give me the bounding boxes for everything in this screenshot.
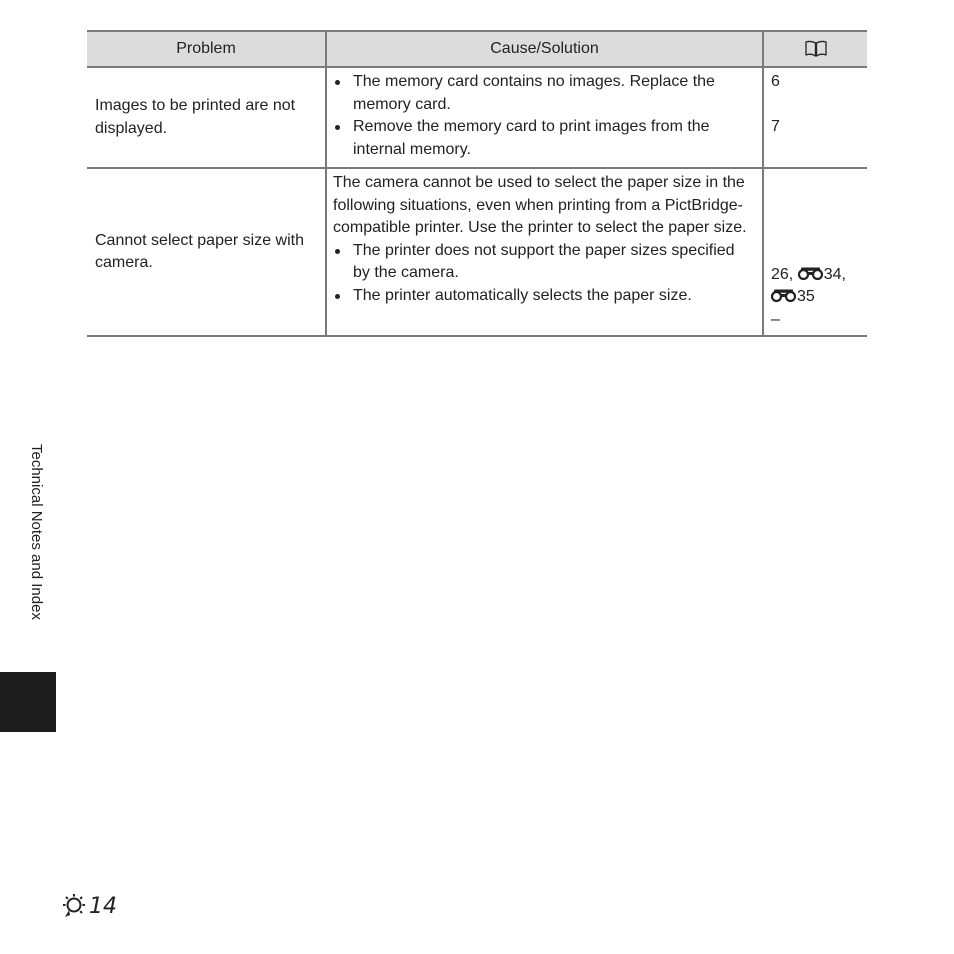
header-cause-solution: Cause/Solution — [326, 31, 763, 67]
side-tab-marker — [0, 672, 56, 732]
reference-cell — [763, 67, 867, 168]
reference-section-icon — [771, 289, 796, 302]
reference-prefix: 26, — [771, 265, 798, 283]
reference-section-icon — [798, 267, 823, 280]
page-reference: 7 — [771, 118, 780, 135]
list-item: The printer automatically selects the paper size. — [333, 285, 754, 308]
problem-cell: Images to be printed are not displayed. — [87, 67, 326, 168]
bullet-list — [333, 71, 754, 161]
list-item: The memory card contains no images. Replace the memory card. — [333, 71, 754, 116]
page-reference — [771, 264, 861, 287]
side-tab-label: Technical Notes and Index — [28, 444, 45, 620]
bullet-list — [333, 240, 754, 308]
cause-intro-text: The camera cannot be used to select the paper size in the following situations, even when printing from a PictBridge-compatible printer. Use the printer to select the paper size. — [333, 174, 747, 236]
technical-notes-icon — [60, 892, 88, 920]
table-row — [87, 67, 867, 168]
page-reference: – — [771, 310, 780, 328]
cause-solution-cell — [326, 67, 763, 168]
page-number — [60, 890, 117, 922]
table-row — [87, 168, 867, 336]
page-number-text: 14 — [89, 893, 117, 919]
problem-cell: Cannot select paper size with camera. — [87, 168, 326, 336]
reference-page: 35 — [797, 288, 815, 305]
page-reference — [771, 286, 861, 309]
list-item: Remove the memory card to print images from the internal memory. — [333, 116, 754, 161]
troubleshooting-table — [87, 30, 867, 337]
cause-solution-cell — [326, 168, 763, 336]
reference-page: 34, — [823, 265, 846, 283]
list-item: The printer does not support the paper sizes specified by the camera. — [333, 240, 754, 285]
reference-cell — [763, 168, 867, 336]
page-reference: 6 — [771, 73, 780, 90]
header-problem: Problem — [87, 31, 326, 67]
book-icon — [804, 40, 828, 58]
header-reference — [763, 31, 867, 67]
table-header-row — [87, 31, 867, 67]
